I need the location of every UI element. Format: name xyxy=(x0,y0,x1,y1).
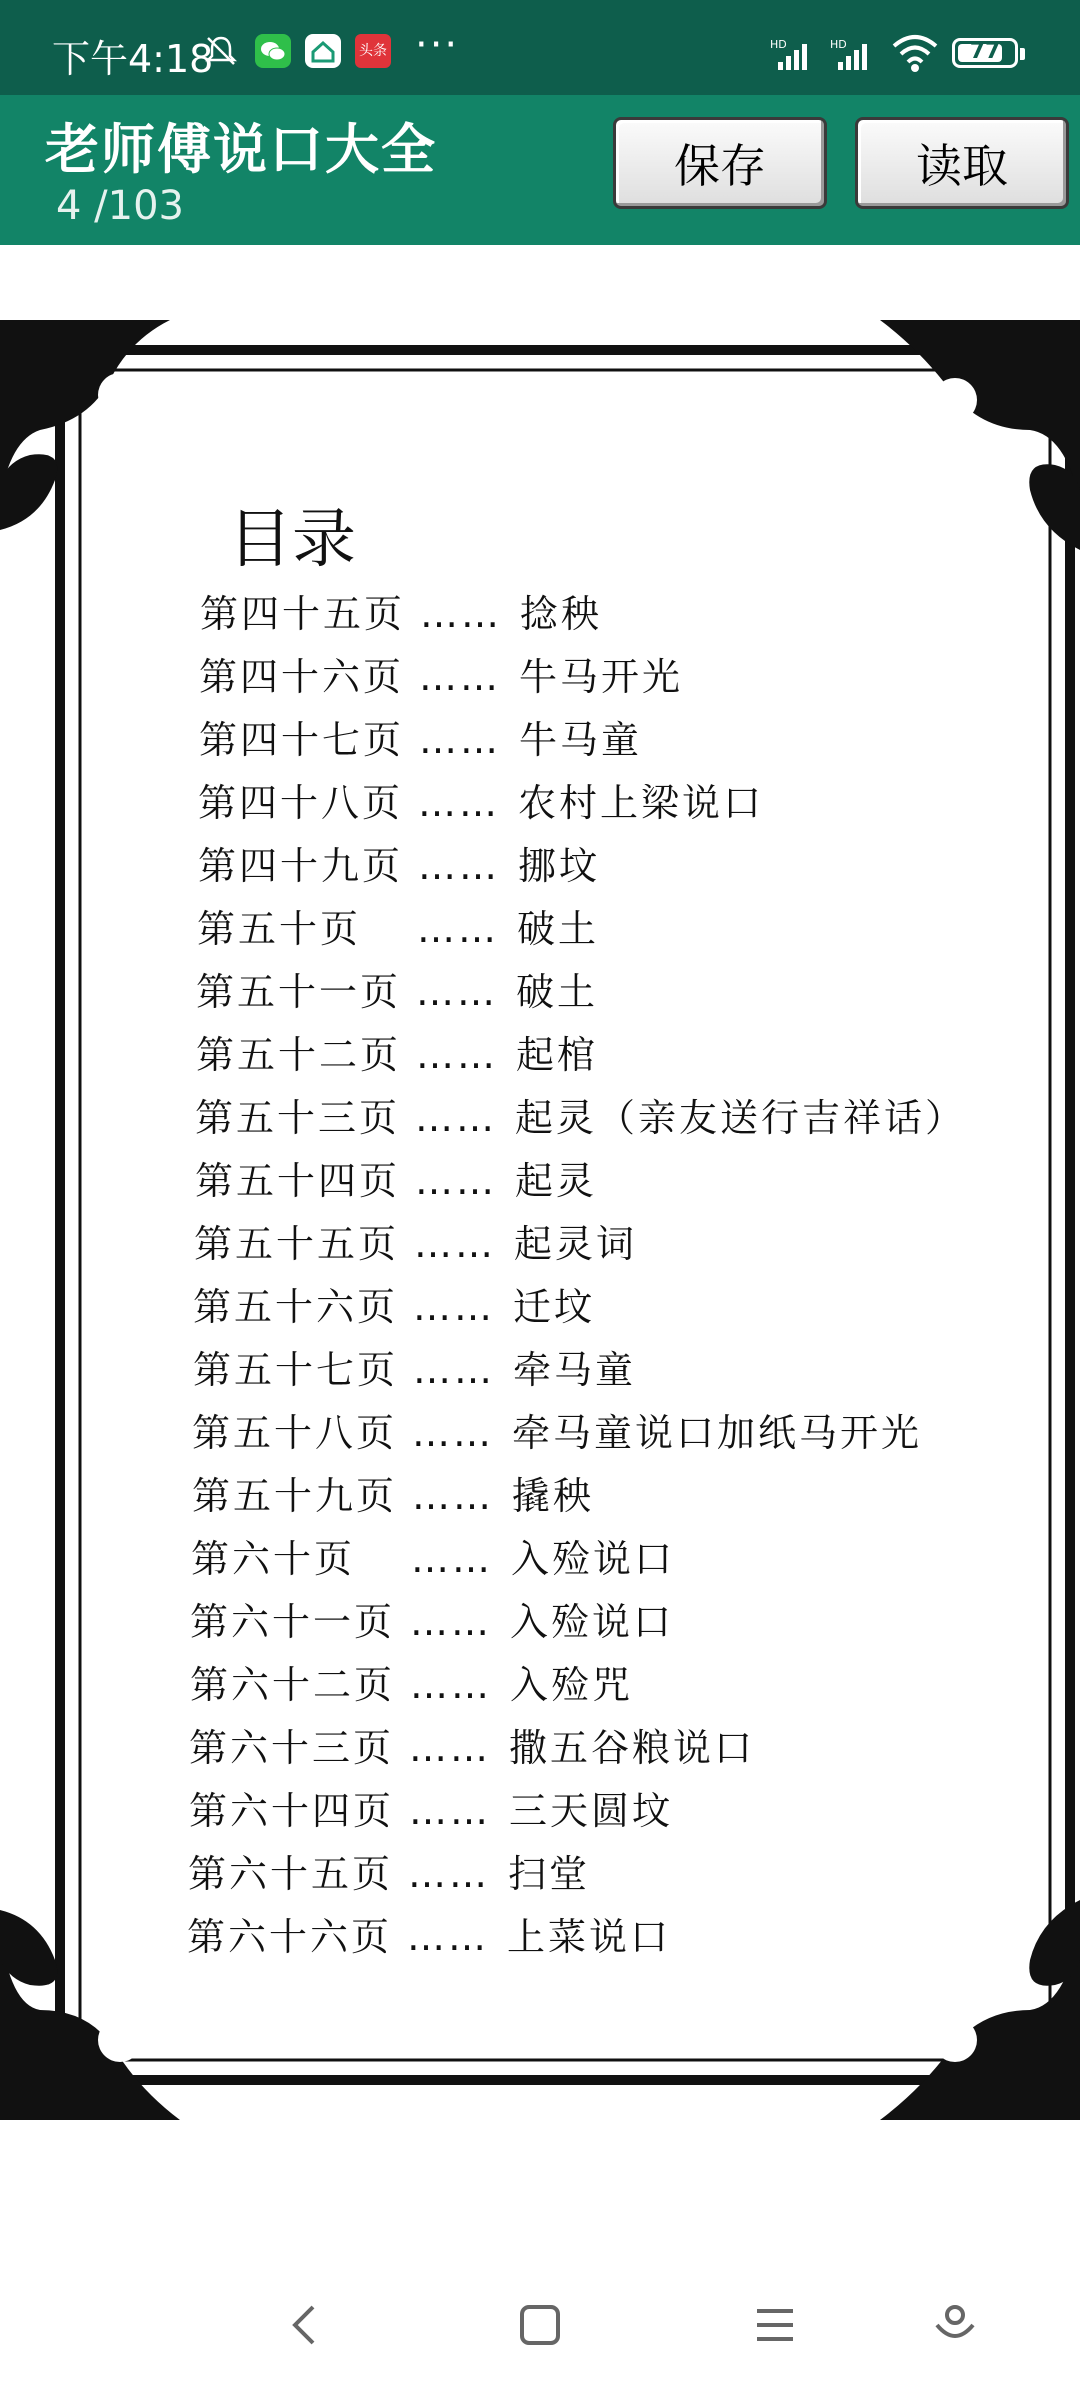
signal-hd-2-icon xyxy=(830,36,880,72)
toc-entry-leader: …… xyxy=(419,655,501,699)
toc-entry xyxy=(190,1654,633,1709)
toc-entry-leader: …… xyxy=(413,1285,495,1329)
toc-entry-leader: …… xyxy=(416,1033,498,1077)
toc-entry-title: 牛马童 xyxy=(519,718,643,762)
toc-entry-leader: …… xyxy=(412,1411,494,1455)
toc-entry xyxy=(198,772,764,827)
toc-entry-title: 农村上梁说口 xyxy=(518,781,765,825)
toc-entry-page: 第五十二页 xyxy=(196,1033,402,1077)
toc-entry-page: 第六十页 xyxy=(191,1537,356,1581)
toc-entry-title: 牛马开光 xyxy=(519,655,684,699)
toc-entry-leader: …… xyxy=(407,1915,489,1959)
toc-entry xyxy=(196,961,598,1016)
battery-icon xyxy=(952,38,1018,68)
toc-entry-leader: …… xyxy=(411,1537,493,1581)
toc-entry-page: 第四十五页 xyxy=(200,592,406,636)
toc-entry xyxy=(195,1150,597,1205)
save-button[interactable]: 保存 xyxy=(613,117,827,209)
toc-entry-page: 第六十三页 xyxy=(189,1726,395,1770)
toc-entry-title: 起灵 xyxy=(515,1159,598,1203)
toc-entry xyxy=(197,898,599,953)
toc-entry-page: 第五十五页 xyxy=(194,1222,400,1266)
toc-entry-page: 第五十四页 xyxy=(195,1159,401,1203)
toc-entry-page: 第四十六页 xyxy=(199,655,405,699)
toc-entry-title: 撬秧 xyxy=(512,1474,595,1518)
toc-entry-title: 撒五谷粮说口 xyxy=(509,1726,756,1770)
toc-entry-leader: …… xyxy=(410,1600,492,1644)
toc-entry-leader: …… xyxy=(409,1789,491,1833)
toc-entry xyxy=(188,1843,590,1898)
svg-text:HD: HD xyxy=(830,38,847,51)
toc-entry-title: 入殓咒 xyxy=(510,1663,634,1707)
toc-entry xyxy=(189,1717,755,1772)
toc-entry-page: 第五十三页 xyxy=(195,1096,401,1140)
toc-entry xyxy=(200,583,602,638)
toc-entry-title: 入殓说口 xyxy=(510,1600,675,1644)
toc-entry-page: 第六十二页 xyxy=(190,1663,396,1707)
toc-entry-title: 三天圆坟 xyxy=(509,1789,674,1833)
hamburger-icon[interactable] xyxy=(745,2295,805,2355)
toc-heading: 目录 xyxy=(228,503,356,577)
toc-entry xyxy=(190,1591,674,1646)
toc-entry xyxy=(196,1024,598,1079)
toc-entry-title: 牵马童说口加纸马开光 xyxy=(512,1411,923,1455)
toc-entry xyxy=(195,1087,966,1142)
smart-home-icon xyxy=(305,34,341,68)
toc-entry-page: 第五十七页 xyxy=(193,1348,399,1392)
toc-entry-title: 破土 xyxy=(516,970,599,1014)
status-bar xyxy=(0,0,1080,95)
toc-entry xyxy=(194,1213,637,1268)
toc-entry-leader: …… xyxy=(413,1348,495,1392)
toc-entry-leader: …… xyxy=(409,1726,491,1770)
toc-entry-page: 第六十一页 xyxy=(190,1600,396,1644)
toc-entry-title: 起灵词 xyxy=(514,1222,638,1266)
assistant-icon[interactable] xyxy=(925,2295,985,2355)
toc-entry-leader: …… xyxy=(412,1474,494,1518)
wechat-icon xyxy=(255,34,291,68)
toc-entry-title: 捻秧 xyxy=(520,592,603,636)
toc-entry-leader: …… xyxy=(419,718,501,762)
toc-entry-page: 第四十七页 xyxy=(199,718,405,762)
toc-entry xyxy=(193,1339,636,1394)
signal-hd-icon xyxy=(770,36,820,72)
status-time: 下午4:18 xyxy=(52,37,214,81)
wifi-icon xyxy=(890,32,940,74)
battery-level: 77 xyxy=(969,39,1001,64)
toc-entry-page: 第四十八页 xyxy=(198,781,404,825)
page-indicator: 4 /103 xyxy=(56,183,184,229)
toc-entry-leader: …… xyxy=(410,1663,492,1707)
bell-muted-icon xyxy=(204,34,238,68)
toc-entry-title: 牵马童 xyxy=(513,1348,637,1392)
toc-entry-leader: …… xyxy=(416,970,498,1014)
square-icon[interactable] xyxy=(510,2295,570,2355)
toc-entry-leader: …… xyxy=(408,1852,490,1896)
toc-entry xyxy=(199,646,683,701)
toc-entry-page: 第四十九页 xyxy=(198,844,404,888)
toc-entry-leader: …… xyxy=(415,1096,497,1140)
toc-entry xyxy=(192,1465,594,1520)
toc-entry-leader: …… xyxy=(415,1159,497,1203)
app-bar xyxy=(0,95,1080,245)
toc-entry-title: 挪坟 xyxy=(518,844,601,888)
toc-entry-page: 第五十页 xyxy=(197,907,362,951)
read-button[interactable]: 读取 xyxy=(855,117,1069,209)
toc-entry-title: 起灵（亲友送行吉祥话） xyxy=(515,1096,967,1140)
toc-entry-page: 第五十六页 xyxy=(193,1285,399,1329)
corner-ornament-bottom-right xyxy=(880,1900,1080,2120)
toc-entry-leader: …… xyxy=(417,907,499,951)
toc-entry xyxy=(192,1402,922,1457)
toc-entry xyxy=(187,1906,671,1961)
corner-ornament-bottom-left xyxy=(0,1910,180,2120)
toc-entry-leader: …… xyxy=(418,781,500,825)
navigation-bar xyxy=(0,2250,1080,2400)
battery-tip xyxy=(1020,48,1025,60)
toc-entry-title: 上菜说口 xyxy=(507,1915,672,1959)
svg-text:HD: HD xyxy=(770,38,787,51)
toc-entry-page: 第五十一页 xyxy=(196,970,402,1014)
toc-entry-title: 入殓说口 xyxy=(511,1537,676,1581)
overflow-dots: ··· xyxy=(415,22,460,68)
toc-entry-page: 第六十五页 xyxy=(188,1852,394,1896)
toc-entry-leader: …… xyxy=(418,844,500,888)
toc-entry xyxy=(193,1276,595,1331)
toc-entry-page: 第五十八页 xyxy=(192,1411,398,1455)
toc-entry xyxy=(191,1528,675,1583)
toc-entry-page: 第六十四页 xyxy=(189,1789,395,1833)
toc-entry-page: 第五十九页 xyxy=(192,1474,398,1518)
toc-entry-title: 起棺 xyxy=(516,1033,599,1077)
toc-entry xyxy=(199,709,642,764)
toc-entry-page: 第六十六页 xyxy=(187,1915,393,1959)
toc-entry xyxy=(189,1780,673,1835)
chevron-left-icon[interactable] xyxy=(275,2295,335,2355)
toc-entry-title: 破土 xyxy=(517,907,600,951)
toutiao-icon: 头条 xyxy=(355,34,391,68)
toc-entry-leader: …… xyxy=(420,592,502,636)
app-title: 老师傅说口大全 xyxy=(45,118,437,181)
toc-entry-title: 迁坟 xyxy=(513,1285,596,1329)
toc-entry-leader: …… xyxy=(414,1222,496,1266)
toc-entry xyxy=(198,835,600,890)
toc-entry-title: 扫堂 xyxy=(508,1852,591,1896)
